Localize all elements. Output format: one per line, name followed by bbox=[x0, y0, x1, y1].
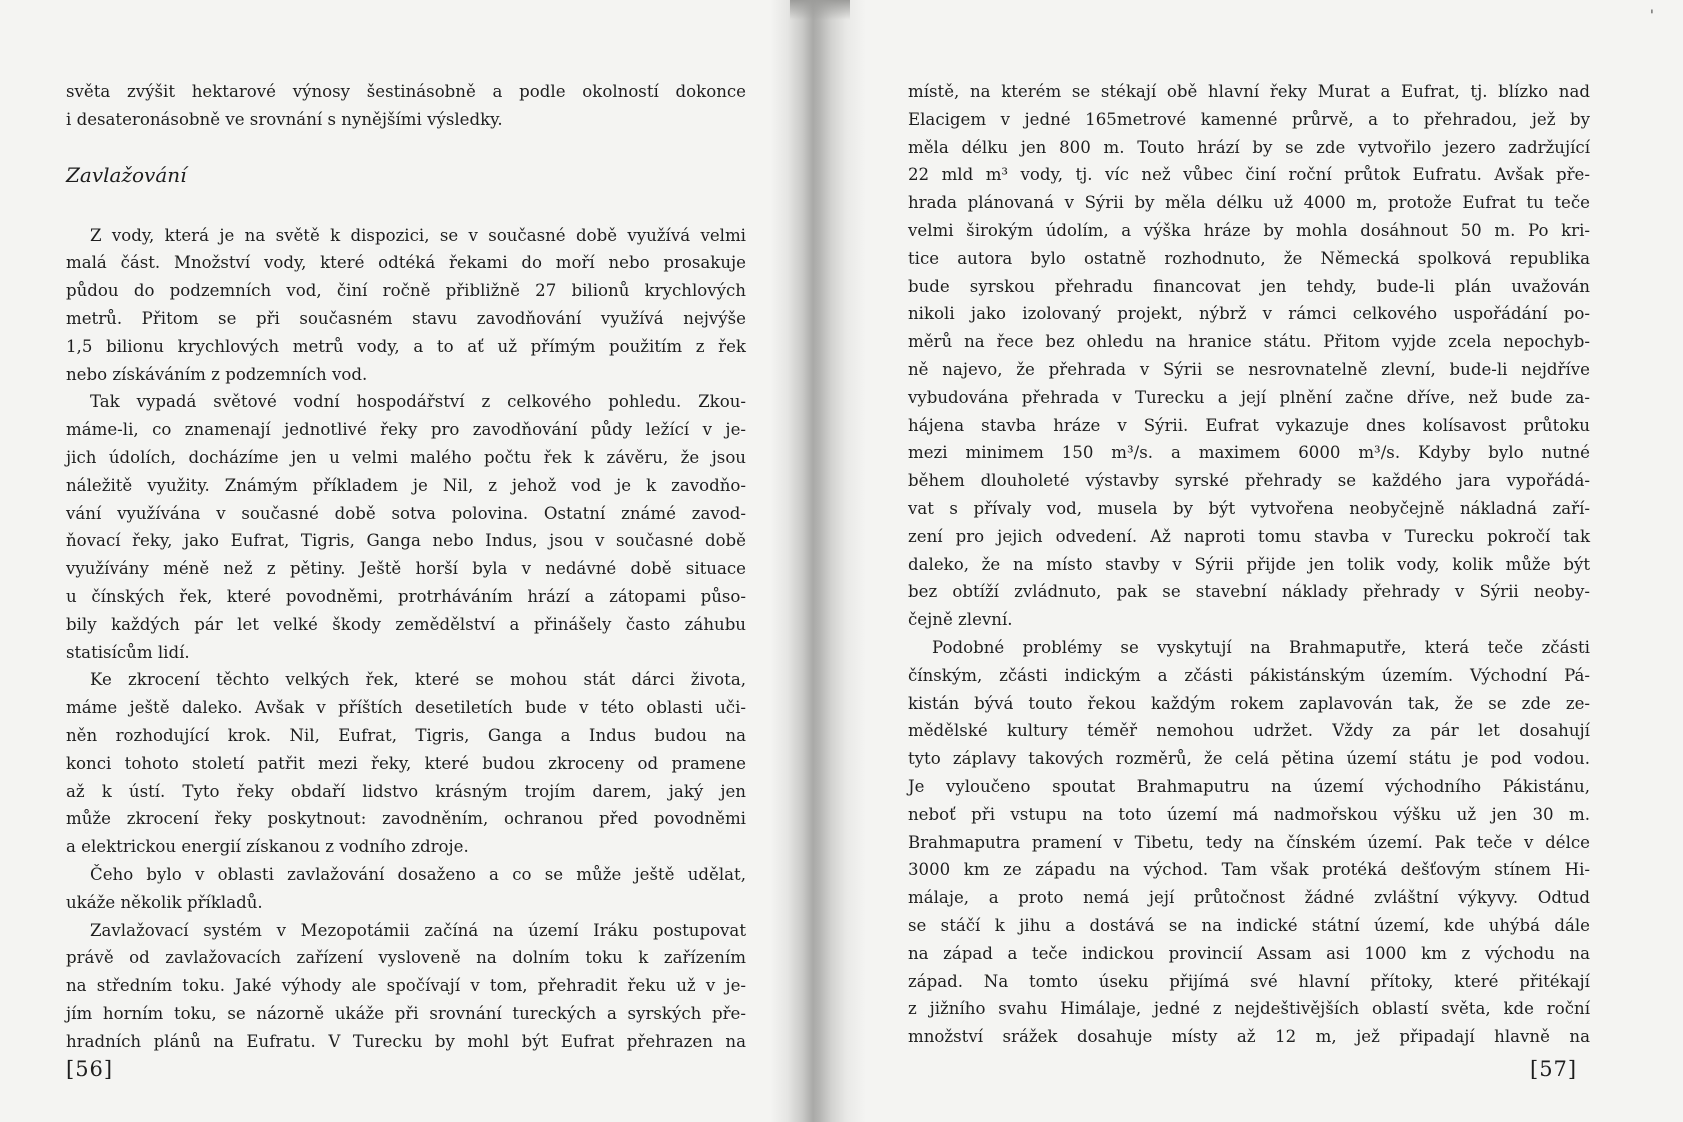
text-line: zení pro jejich odvedení. Až naproti tomu stavba v Turecku pokročí tak bbox=[908, 526, 1590, 546]
text-line: bude syrskou přehradu financovat jen tehdy, bude-li plán uvažován bbox=[908, 276, 1590, 296]
section-heading: Zavlažování bbox=[66, 162, 187, 187]
text-line: nebo získáváním z podzemních vod. bbox=[66, 364, 368, 384]
text-line: využívány méně než z pětiny. Ještě horší byla v nedávné době situace bbox=[66, 559, 746, 579]
text-line: Brahmaputra pramení v Tibetu, tedy na čínském území. Pak teče v délce bbox=[908, 832, 1590, 852]
text-line: máme-li, co znamenají jednotlivé řeky pro zavodňování půdy ležící v je- bbox=[66, 420, 746, 440]
text-line: daleko, že na místo stavby v Sýrii přijde jen tolik vody, kolik může být bbox=[908, 554, 1590, 574]
left-page-body bbox=[66, 222, 746, 1056]
text-line: Čeho bylo v oblasti zavlažování dosaženo a co se může ještě udělat, bbox=[90, 864, 746, 884]
text-line: jich údolích, docházíme jen u velmi malého počtu řek k závěru, že jsou bbox=[66, 447, 746, 467]
text-line: malá část. Množství vody, které odtéká řekami do moří nebo prosakuje bbox=[66, 253, 746, 273]
text-line: místě, na kterém se stékají obě hlavní řeky Murat a Eufrat, tj. blízko nad bbox=[908, 82, 1590, 101]
text-line: během dlouholeté výstavby syrské přehrady se každého jara vypořádá- bbox=[908, 471, 1590, 491]
text-line: měrů na řece bez ohledu na hranice státu. Přitom vyjde zcela nepochyb- bbox=[908, 332, 1590, 352]
text-line: a elektrickou energií získanou z vodního zdroje. bbox=[66, 837, 469, 857]
text-line: Elacigem v jedné 165metrové kamenné průrvě, a to přehradou, jež by bbox=[908, 109, 1590, 129]
text-line: kistán bývá touto řekou každým rokem zaplavován tak, že se zde ze- bbox=[908, 693, 1590, 713]
text-line: na západ a teče indickou provincií Assam asi 1000 km z východu na bbox=[908, 943, 1590, 963]
text-line: metrů. Přitom se při současném stavu zavodňování využívá nejvýše bbox=[66, 308, 746, 328]
text-line: náležitě využity. Známým příkladem je Nil, z jehož vod je k zavodňo- bbox=[66, 475, 746, 495]
corner-mark: ' bbox=[1650, 8, 1654, 24]
text-line: bez obtíží zvládnuto, pak se stavební náklady přehrady v Sýrii neoby- bbox=[908, 582, 1590, 602]
text-line: hrada plánovaná v Sýrii by měla délku už 4000 m, protože Eufrat tu teče bbox=[908, 193, 1590, 213]
text-line: světa zvýšit hektarové výnosy šestinásobně a podle okolností dokonce bbox=[66, 82, 746, 101]
text-line: ukáže několik příkladů. bbox=[66, 892, 263, 912]
text-line: máme ještě daleko. Avšak v příštích desetiletích bude v této oblasti uči- bbox=[66, 698, 746, 718]
text-line: Podobné problémy se vyskytují na Brahmaputře, která teče zčásti bbox=[932, 637, 1590, 657]
text-line: bily každých pár let velké škody zemědělství a přinášely často záhubu bbox=[66, 614, 746, 634]
text-line: málaje, a proto nemá její průtočnost žádné zvláštní výkyvy. Odtud bbox=[908, 888, 1590, 908]
binding-shadow bbox=[790, 0, 850, 20]
text-line: jím horním toku, se názorně ukáže při srovnání tureckých a syrských pře- bbox=[66, 1003, 746, 1023]
text-line: i desateronásobně ve srovnání s nynějšími výsledky. bbox=[66, 109, 503, 129]
text-line: tice autora bylo ostatně rozhodnuto, že Německá spolková republika bbox=[908, 248, 1590, 268]
text-line: velmi širokým údolím, a výška hráze by mohla dosáhnout 50 m. Po kri- bbox=[908, 220, 1590, 240]
text-line: se stáčí k jihu a dostává se na indické státní území, kde uhýbá dále bbox=[908, 915, 1590, 935]
text-line: Zavlažovací systém v Mezopotámii začíná na území Iráku postupovat bbox=[90, 920, 746, 940]
text-line: hradních plánů na Eufratu. V Turecku by mohl být Eufrat přehrazen na bbox=[66, 1031, 746, 1051]
page-number-left: [56] bbox=[66, 1057, 114, 1081]
left-page-intro bbox=[66, 78, 746, 134]
text-line: na středním toku. Jaké výhody ale spočívají v tom, přehradit řeku už v je- bbox=[66, 976, 746, 996]
text-line: něn rozhodující krok. Nil, Eufrat, Tigris, Ganga a Indus budou na bbox=[66, 725, 746, 745]
text-line: právě od zavlažovacích zařízení vysloveně na dolním toku k zařízením bbox=[66, 948, 746, 968]
text-line: měla délku jen 800 m. Touto hrází by se zde vytvořilo jezero zadržující bbox=[908, 137, 1590, 157]
right-page bbox=[908, 78, 1590, 1051]
text-line: tyto záplavy takových rozměrů, že celá pětina území státu je pod vodou. bbox=[908, 749, 1590, 769]
text-line: vybudována přehrada v Turecku a její plnění začne dříve, než bude za- bbox=[908, 387, 1590, 407]
page-number-right: [57] bbox=[1530, 1057, 1578, 1081]
text-line: 22 mld m³ vody, tj. víc než vůbec činí roční průtok Eufratu. Avšak pře- bbox=[908, 165, 1590, 185]
right-page-body bbox=[908, 78, 1590, 1051]
text-line: u čínských řek, které povodněmi, protrháváním hrází a zátopami půso- bbox=[66, 586, 746, 606]
text-line: mědělské kultury téměř nemohou udržet. Vždy za pár let dosahují bbox=[908, 721, 1590, 741]
text-line: mezi minimem 150 m³/s. a maximem 6000 m³/s. Kdyby bylo nutné bbox=[908, 443, 1590, 463]
text-line: může zkrocení řeky poskytnout: zavodněním, ochranou před povodněmi bbox=[66, 809, 746, 829]
left-page bbox=[66, 78, 746, 1056]
text-line: půdou do podzemních vod, činí ročně přibližně 27 bilionů krychlových bbox=[66, 281, 746, 301]
book-gutter bbox=[770, 0, 866, 1122]
text-line: konci tohoto století patřit mezi řeky, které budou zkroceny od pramene bbox=[66, 753, 746, 773]
text-line: Ke zkrocení těchto velkých řek, které se mohou stát dárci života, bbox=[90, 670, 746, 690]
text-line: Z vody, která je na světě k dispozici, se v současné době využívá velmi bbox=[90, 225, 746, 245]
text-line: statisícům lidí. bbox=[66, 642, 190, 662]
text-line: hájena stavba hráze v Sýrii. Eufrat vykazuje dnes kolísavost průtoku bbox=[908, 415, 1590, 435]
text-line: 3000 km ze západu na východ. Tam však protéká dešťovým stínem Hi- bbox=[908, 860, 1590, 880]
text-line: západ. Na tomto úseku přijímá své hlavní přítoky, které přitékají bbox=[908, 971, 1590, 991]
text-line: Je vyloučeno spoutat Brahmaputru na území východního Pákistánu, bbox=[908, 776, 1590, 796]
text-line: vání využívána v současné době sotva polovina. Ostatní známé zavod- bbox=[66, 503, 746, 523]
text-line: z jižního svahu Himálaje, jedné z nejdeštivějších oblastí světa, kde roční bbox=[908, 999, 1590, 1019]
text-line: nikoli jako izolovaný projekt, nýbrž v rámci celkového uspořádání po- bbox=[908, 304, 1590, 324]
text-line: vat s přívaly vod, musela by být vytvořena neobyčejně nákladná zaří- bbox=[908, 498, 1590, 518]
text-line: ňovací řeky, jako Eufrat, Tigris, Ganga nebo Indus, jsou v současné době bbox=[66, 531, 746, 551]
text-line: čejně zlevní. bbox=[908, 610, 1013, 630]
text-line: neboť při vstupu na toto území má nadmořskou výšku už jen 30 m. bbox=[908, 804, 1590, 824]
text-line: 1,5 bilionu krychlových metrů vody, a to ať už přímým použitím z řek bbox=[66, 336, 746, 356]
text-line: množství srážek dosahuje místy až 12 m, jež připadají hlavně na bbox=[908, 1027, 1590, 1047]
text-line: Tak vypadá světové vodní hospodářství z celkového pohledu. Zkou- bbox=[90, 392, 746, 412]
text-line: až k ústí. Tyto řeky obdaří lidstvo krásným trojím darem, jaký jen bbox=[66, 781, 746, 801]
text-line: ně najevo, že přehrada v Sýrii se nesrovnatelně zlevní, bude-li nejdříve bbox=[908, 359, 1590, 379]
text-line: čínským, zčásti indickým a zčásti pákistánským územím. Východní Pá- bbox=[908, 665, 1590, 685]
